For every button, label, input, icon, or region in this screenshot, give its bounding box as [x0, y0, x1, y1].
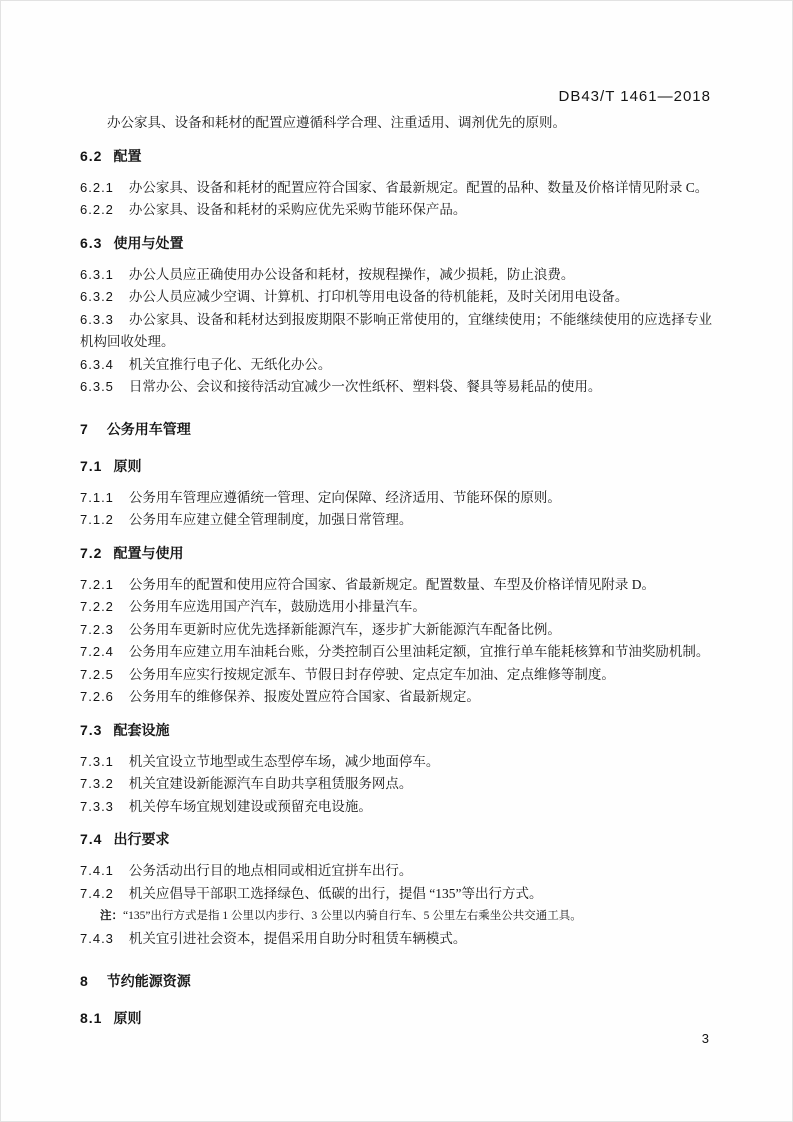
clause-number: 7.3.2 — [80, 776, 114, 791]
clause-number: 7.3.3 — [80, 798, 114, 814]
clause-number: 7.2.1 — [80, 576, 114, 592]
heading-title: 配置 — [113, 147, 142, 164]
clause — [80, 487, 712, 510]
clause — [80, 796, 712, 819]
heading-title: 配置与使用 — [113, 544, 184, 561]
clause-number: 7.2.5 — [80, 666, 114, 682]
clause-number: 6.3.3 — [80, 311, 114, 327]
clause-text: 公务用车应建立健全管理制度，加强日常管理。 — [128, 512, 413, 527]
heading-title: 原则 — [113, 1009, 142, 1026]
clause — [80, 509, 712, 532]
heading-title: 出行要求 — [113, 831, 170, 847]
chapter-heading — [80, 420, 712, 439]
clause-number: 6.3.4 — [80, 356, 114, 372]
clause — [80, 309, 712, 354]
heading-title: 使用与处置 — [113, 234, 184, 251]
standard-number: DB43/T 1461—2018 — [558, 88, 711, 105]
clause — [80, 177, 712, 200]
note — [80, 906, 712, 927]
clause — [80, 860, 712, 883]
clause — [80, 928, 712, 951]
heading-title: 配套设施 — [113, 721, 170, 738]
clause-text: 机关宜建设新能源汽车自助共享租赁服务网点。 — [128, 776, 413, 791]
clause — [80, 619, 712, 642]
section-heading — [80, 457, 712, 476]
clause-number: 7.2.4 — [80, 644, 114, 659]
section-heading — [80, 544, 712, 563]
intro-paragraph — [80, 112, 712, 135]
clause-number: 7.4.2 — [80, 885, 114, 901]
clause-number: 7.2.6 — [80, 689, 114, 704]
chapter-heading — [80, 972, 712, 991]
clause-number: 7.1.2 — [80, 512, 114, 527]
heading-title: 原则 — [113, 457, 142, 474]
clause-number: 7.1.1 — [80, 489, 114, 505]
clause — [80, 751, 712, 774]
clause — [80, 264, 712, 287]
clause-text: 办公家具、设备和耗材的配置应符合国家、省最新规定。配置的品种、数量及价格详情见附录 C。 — [128, 179, 709, 195]
clause-text: 公务活动出行目的地点相同或相近宜拼车出行。 — [128, 863, 413, 878]
section-heading — [80, 721, 712, 740]
clause-number: 7.4.1 — [80, 863, 114, 878]
clause-text: 公务用车的配置和使用应符合国家、省最新规定。配置数量、车型及价格详情见附录 D。 — [128, 576, 656, 592]
clause-text: 机关宜引进社会资本，提倡采用自助分时租赁车辆模式。 — [128, 931, 467, 946]
clause — [80, 286, 712, 309]
page-number: 3 — [701, 1031, 709, 1046]
clause — [80, 354, 712, 377]
clause-number: 6.2.2 — [80, 202, 114, 217]
clause — [80, 199, 712, 222]
clause-text: 公务用车更新时应优先选择新能源汽车，逐步扩大新能源汽车配备比例。 — [128, 621, 561, 637]
heading-number: 7.3 — [80, 721, 103, 738]
heading-number: 7.4 — [80, 831, 103, 847]
clause-text: 办公人员应正确使用办公设备和耗材，按规程操作，减少损耗，防止浪费。 — [128, 266, 575, 282]
clause — [80, 883, 712, 906]
heading-number: 7.1 — [80, 457, 103, 474]
clause-number: 6.3.5 — [80, 379, 114, 394]
clause-number: 7.2.3 — [80, 621, 114, 637]
section-heading — [80, 830, 712, 849]
clause-text: 办公人员应减少空调、计算机、打印机等用电设备的待机能耗，及时关闭用电设备。 — [128, 289, 629, 304]
clause-text: 机关宜推行电子化、无纸化办公。 — [128, 356, 332, 372]
clause-text: 公务用车应实行按规定派车、节假日封存停驶、定点定车加油、定点维修等制度。 — [128, 666, 615, 682]
clause-text: 办公家具、设备和耗材的采购应优先采购节能环保产品。 — [128, 202, 467, 217]
section-heading — [80, 1009, 712, 1028]
clause — [80, 641, 712, 664]
section-heading — [80, 147, 712, 166]
clause-text: 办公家具、设备和耗材的配置应遵循科学合理、注重适用、调剂优先的原则。 — [107, 115, 566, 130]
clause — [80, 376, 712, 399]
clause-number: 6.3.1 — [80, 266, 114, 282]
clause-text: 公务用车应选用国产汽车，鼓励选用小排量汽车。 — [128, 599, 426, 614]
heading-number: 7.2 — [80, 544, 103, 561]
clause-text: 日常办公、会议和接待活动宜减少一次性纸杯、塑料袋、餐具等易耗品的使用。 — [128, 379, 602, 394]
heading-title: 节约能源资源 — [106, 972, 191, 989]
heading-number: 7 — [80, 420, 89, 437]
clause-number: 6.2.1 — [80, 179, 114, 195]
heading-title: 公务用车管理 — [106, 420, 191, 437]
clause-text: 机关宜设立节地型或生态型停车场，减少地面停车。 — [128, 753, 440, 769]
clause-text: 机关应倡导干部职工选择绿色、低碳的出行，提倡 “135”等出行方式。 — [128, 885, 543, 901]
heading-number: 6.2 — [80, 147, 103, 164]
clause-text: 公务用车应建立用车油耗台账，分类控制百公里油耗定额，宜推行单车能耗核算和节油奖励机制。 — [128, 644, 710, 659]
heading-number: 8 — [80, 972, 89, 989]
document-content — [80, 103, 712, 1039]
clause-number: 6.3.2 — [80, 289, 114, 304]
clause-text: 机关停车场宜规划建设或预留充电设施。 — [128, 798, 372, 814]
heading-number: 6.3 — [80, 234, 103, 251]
clause-text: 办公家具、设备和耗材达到报废期限不影响正常使用的，宜继续使用；不能继续使用的应选择专业机构回收处理。 — [80, 311, 712, 349]
clause — [80, 664, 712, 687]
note-text: “135”出行方式是指 1 公里以内步行、3 公里以内骑自行车、5 公里左右乘坐公共交通工具。 — [123, 910, 582, 922]
clause-number: 7.4.3 — [80, 931, 114, 946]
clause — [80, 574, 712, 597]
clause-number: 7.3.1 — [80, 753, 114, 769]
clause-text: 公务用车的维修保养、报废处置应符合国家、省最新规定。 — [128, 689, 480, 704]
clause — [80, 686, 712, 709]
clause-number: 7.2.2 — [80, 599, 114, 614]
heading-number: 8.1 — [80, 1009, 103, 1026]
clause — [80, 773, 712, 796]
section-heading — [80, 234, 712, 253]
clause — [80, 596, 712, 619]
note-label: 注： — [100, 910, 123, 922]
clause-text: 公务用车管理应遵循统一管理、定向保障、经济适用、节能环保的原则。 — [128, 489, 561, 505]
